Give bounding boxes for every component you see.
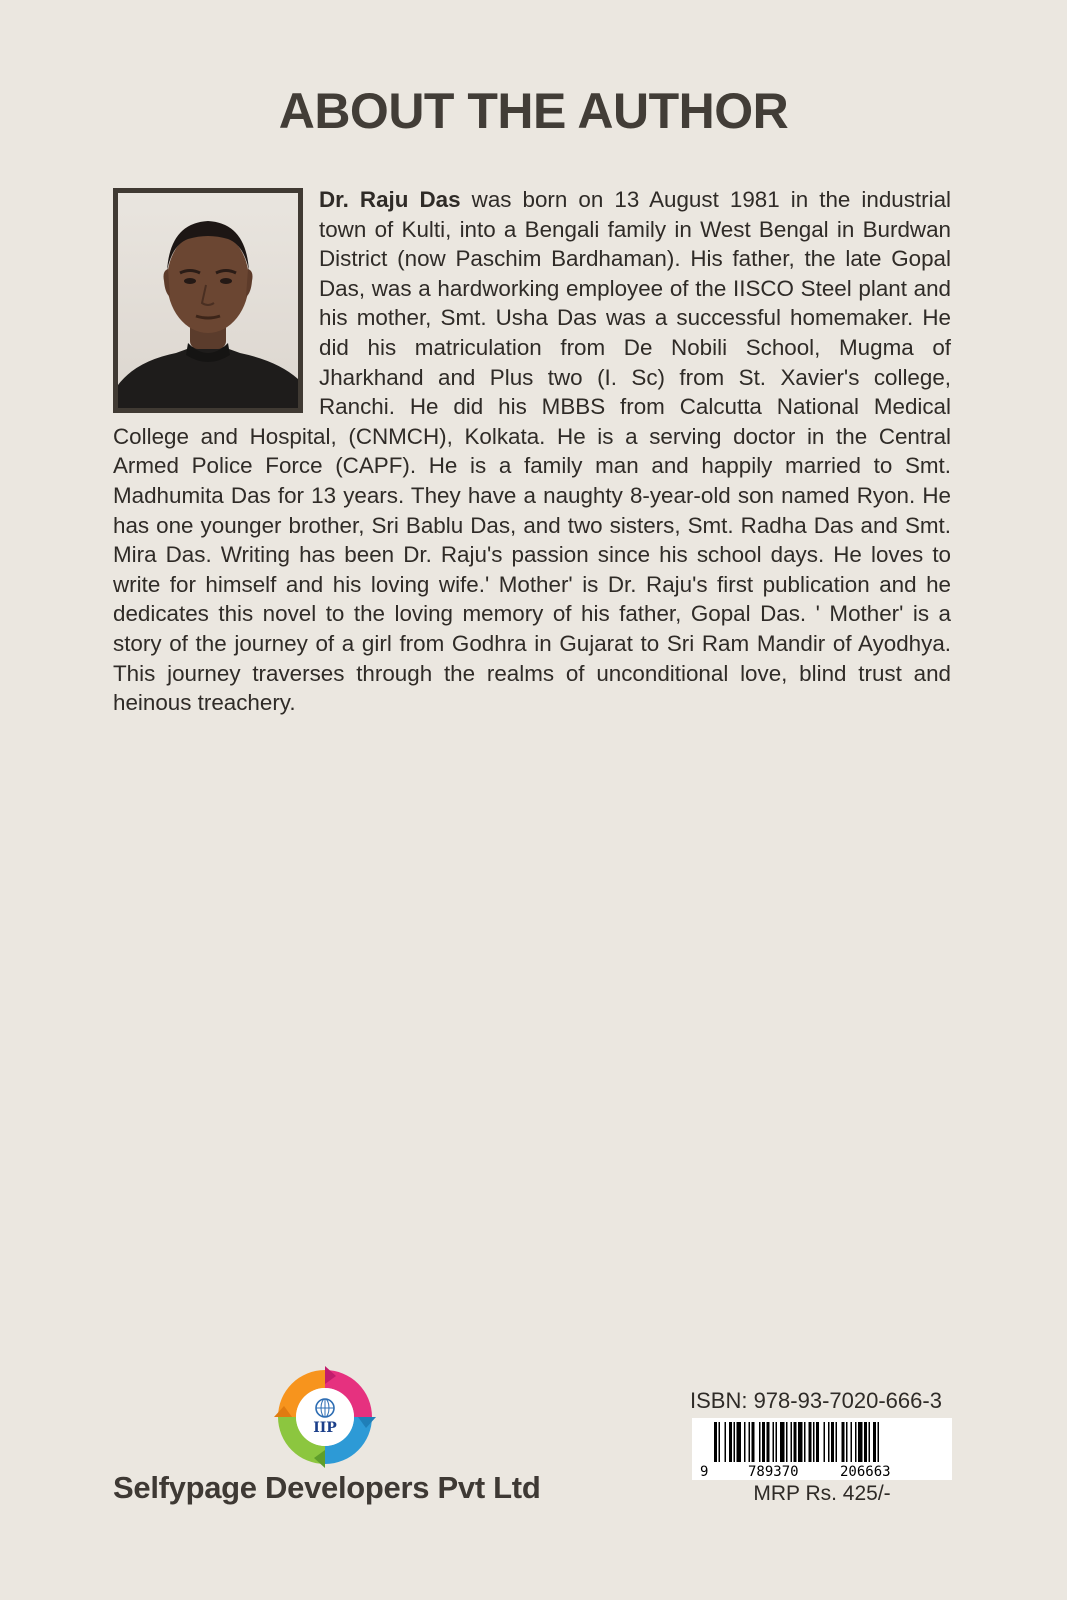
svg-text:IIP: IIP (313, 1420, 337, 1436)
mrp-price: MRP Rs. 425/- (753, 1482, 891, 1505)
author-photo (113, 188, 303, 413)
publisher-logo (274, 1366, 376, 1468)
author-portrait-icon (118, 193, 298, 408)
barcode-right-digits: 206663 (840, 1464, 891, 1480)
barcode (692, 1418, 952, 1480)
author-name: Dr. Raju Das (319, 187, 461, 212)
bio-text: was born on 13 August 1981 in the industrial town of Kulti, into a Bengali family in West Bengal in Burdwan District (now Paschim Bardhaman). His father, the late Gopal Das, was a hardworking employee of the IISCO Steel plant and his mother, Smt. Usha Das was a successful homemaker. He did his matriculation from De Nobili School, Mugma of Jharkhand and Plus two (I. Sc) from St. Xavier's college, Ranchi. He did his MBBS from Calcutta National Medical College and Hospital, (CNMCH), Kolkata. He is a serving doctor in the Central Armed Police Force (CAPF). He is a family man and happily married to Smt. Madhumita Das for 13 years. They have a naughty 8-year-old son named Ryon. He has one younger brother, Sri Bablu Das, and two sisters, Smt. Radha Das and Smt. Mira Das. Writing has been Dr. Raju's passion since his school days. He loves to write for himself and his loving wife.' Mother' is Dr. Raju's first publication and he dedicates this novel to the loving memory of his father, Gopal Das. ' Mother' is a story of the journey of a girl from Godhra in Gujarat to Sri Ram Mandir of Ayodhya. This journey traverses through the realms of unconditional love, blind trust and heinous treachery. (113, 187, 952, 716)
barcode-left-digits: 789370 (748, 1464, 799, 1480)
publisher-name: Selfypage Developers Pvt Ltd (113, 1470, 541, 1505)
publisher-logo-icon (274, 1366, 376, 1468)
isbn: ISBN: 978-93-7020-666-3 (690, 1388, 942, 1413)
barcode-digits (692, 1464, 952, 1480)
page-title: ABOUT THE AUTHOR (278, 83, 789, 139)
barcode-first-digit: 9 (700, 1464, 709, 1480)
barcode-bars-icon (692, 1418, 952, 1464)
author-bio (113, 185, 951, 718)
